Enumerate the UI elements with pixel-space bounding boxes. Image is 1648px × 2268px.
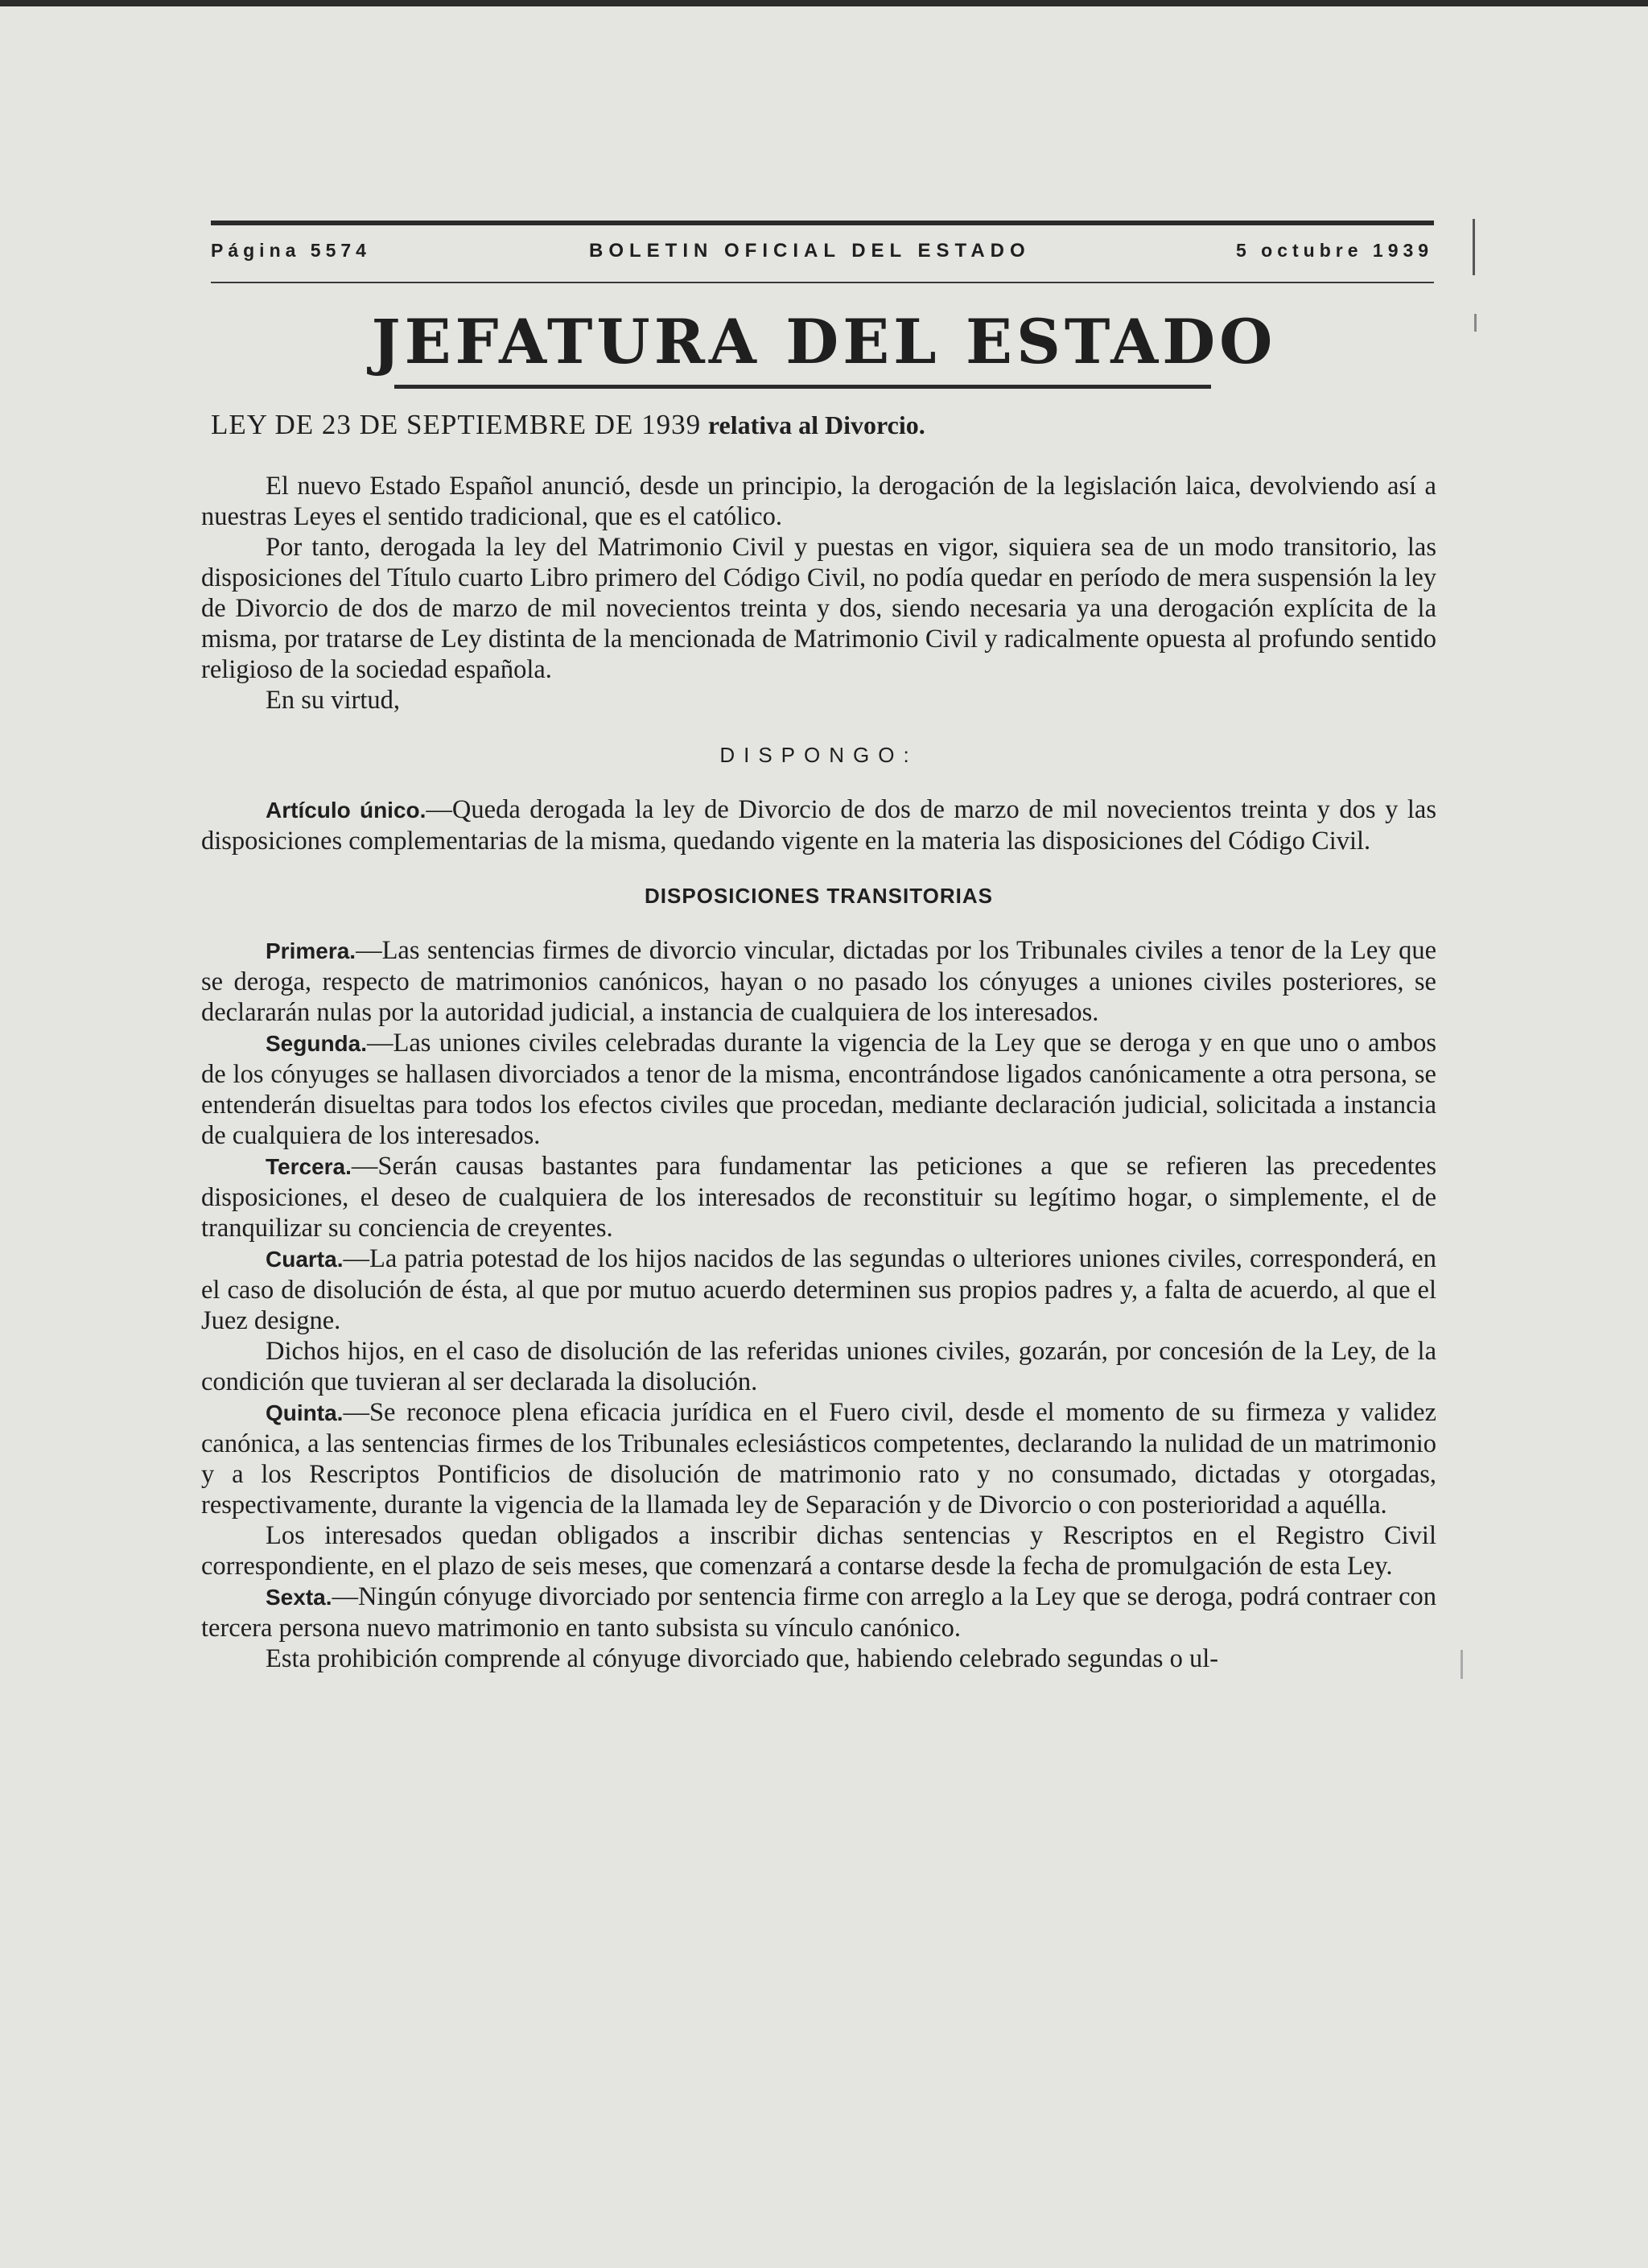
- disposicion-sexta-continuation: Esta prohibición comprende al cónyuge divorciado que, habiendo celebrado segundas o ul-: [266, 1644, 1219, 1673]
- disposicion-lead: Quinta.: [266, 1400, 344, 1425]
- transitorias-heading: DISPOSICIONES TRANSITORIAS: [645, 884, 993, 908]
- dispongo-heading: DISPONGO:: [719, 743, 918, 767]
- disposicion-lead: Primera.: [266, 938, 356, 963]
- header-rule-top: [211, 221, 1434, 225]
- preamble-paragraph: En su virtud,: [266, 686, 401, 715]
- disposicion-sexta: [201, 1581, 1436, 1643]
- page-number: Página 5574: [211, 240, 371, 261]
- issue-date: 5 octubre 1939: [1236, 240, 1434, 261]
- articulo-unico: [201, 794, 1436, 856]
- margin-mark: [1473, 219, 1475, 275]
- disposicion-quinta: [201, 1397, 1436, 1520]
- disposicion-cuarta: [201, 1243, 1436, 1336]
- law-title: [211, 409, 925, 441]
- disposicion-primera: [201, 935, 1436, 1028]
- disposicion-lead: Cuarta.: [266, 1247, 344, 1272]
- disposicion-text: —Ningún cónyuge divorciado por sentencia firme con arreglo a la Ley que se deroga, podrá contraer con tercera persona nuevo matrimonio en tanto subsista su vínculo canónico.: [201, 1582, 1436, 1643]
- law-body: [201, 471, 1436, 1674]
- preamble-paragraph: El nuevo Estado Español anunció, desde un principio, la derogación de la legislación laica, devolviendo así a nuestras Leyes el sentido tradicional, que es el católico.: [201, 472, 1436, 531]
- disposicion-text: —La patria potestad de los hijos nacidos de las segundas o ulteriores uniones civiles, corresponderá, en el caso de disolución de ésta, al que por mutuo acuerdo determinen sus propios padres y, a falta de acuerdo, al que el Juez designe.: [201, 1244, 1436, 1335]
- margin-mark: [1461, 1650, 1463, 1679]
- article-lead: Artículo único.: [266, 798, 426, 823]
- disposicion-lead: Sexta.: [266, 1585, 332, 1610]
- disposicion-quinta-continuation: Los interesados quedan obligados a inscribir dichas sentencias y Rescriptos en el Registro Civil correspondiente, en el plazo de seis meses, que comenzará a contarse desde la fecha de promulgación de esta Ley.: [201, 1521, 1436, 1581]
- header-rule-bottom: [211, 282, 1434, 283]
- preamble-paragraph: Por tanto, derogada la ley del Matrimonio Civil y puestas en vigor, siquiera sea de un modo transitorio, las disposiciones del Título cuarto Libro primero del Código Civil, no podía quedar en período de mera suspensión la ley de Divorcio de dos de marzo de mil novecientos treinta y dos, siendo necesaria ya una derogación explícita de la misma, por tratarse de Ley distinta de la mencionada de Matrimonio Civil y radicalmente opuesta al profundo sentido religioso de la sociedad española.: [201, 533, 1436, 684]
- law-name: LEY DE 23 DE SEPTIEMBRE DE 1939: [211, 409, 702, 440]
- disposicion-text: —Las uniones civiles celebradas durante la vigencia de la Ley que se deroga y en que uno o ambos de los cónyuges se hallasen divorciados a tenor de la misma, encontrándose ligados canónicamente a otra persona, se entenderán disueltas para todos los efectos civiles que procedan, mediante declaración judicial, solicitada a instancia de cualquiera de los interesados.: [201, 1029, 1436, 1150]
- gazette-header: [211, 233, 1450, 274]
- article-text: —Queda derogada la ley de Divorcio de dos de marzo de mil novecientos treinta y dos y las disposiciones complementarias de la misma, quedando vigente en la materia las disposiciones del Código Civil.: [201, 795, 1436, 856]
- section-title: JEFATURA DEL ESTADO: [371, 306, 1277, 377]
- disposicion-text: —Se reconoce plena eficacia jurídica en el Fuero civil, desde el momento de su firmeza y validez canónica, a las sentencias firmes de los Tribunales eclesiásticos competentes, declarando la nulidad de un matrimonio y a los Rescriptos Pontificios de disolución de matrimonio rato y no consumado, dictadas y otorgadas, respectivamente, durante la vigencia de la llamada ley de Separación y de Divorcio o con posterioridad a aquélla.: [201, 1398, 1436, 1520]
- disposicion-text: —Serán causas bastantes para fundamentar las peticiones a que se refieren las precedentes disposiciones, el deseo de cualquiera de los interesados de reconstituir su legítimo hogar, o simplemente, el de tranquilizar su conciencia de creyentes.: [201, 1152, 1436, 1243]
- section-title-rule: [394, 385, 1211, 389]
- disposicion-lead: Segunda.: [266, 1031, 368, 1056]
- disposicion-text: —Las sentencias firmes de divorcio vincular, dictadas por los Tribunales civiles a tenor de la Ley que se deroga, respecto de matrimonios canónicos, hayan o no pasado los cónyuges a uniones civiles posteriores, se declararán nulas por la autoridad judicial, a instancia de cualquiera de los interesados.: [201, 936, 1436, 1027]
- disposicion-lead: Tercera.: [266, 1154, 352, 1179]
- law-subject: relativa al Divorcio.: [707, 410, 925, 439]
- disposicion-cuarta-continuation: Dichos hijos, en el caso de disolución de las referidas uniones civiles, gozarán, por concesión de la Ley, de la condición que tuvieran al ser declarada la disolución.: [201, 1337, 1436, 1396]
- disposicion-tercera: [201, 1151, 1436, 1243]
- scan-top-edge: [0, 0, 1648, 6]
- gazette-name: BOLETIN OFICIAL DEL ESTADO: [589, 240, 1031, 262]
- disposicion-segunda: [201, 1028, 1436, 1151]
